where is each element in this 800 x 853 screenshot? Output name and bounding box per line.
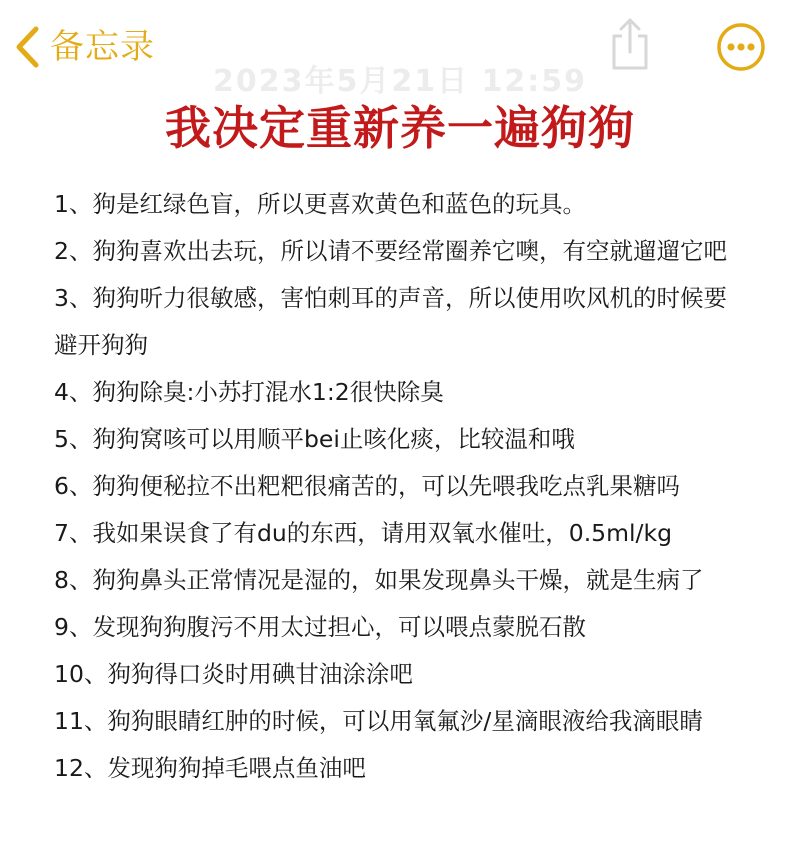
list-item: 9、发现狗狗腹污不用太过担心，可以喂点蒙脱石散: [54, 613, 586, 641]
note-timestamp: 2023年5月21日 12:59: [212, 64, 588, 99]
list-item: 12、发现狗狗掉毛喂点鱼油吧: [54, 754, 366, 782]
list-item: 2、狗狗喜欢出去玩，所以请不要经常圈养它噢，有空就遛遛它吧: [54, 237, 727, 265]
tips-list: [54, 181, 744, 792]
list-item: 4、狗狗除臭:小苏打混水1:2很快除臭: [54, 378, 444, 406]
more-button[interactable]: [716, 22, 766, 72]
list-item: 11、狗狗眼睛红肿的时候，可以用氧氟沙/星滴眼液给我滴眼睛: [54, 707, 703, 735]
list-item: 6、狗狗便秘拉不出粑粑很痛苦的，可以先喂我吃点乳果糖吗: [54, 472, 680, 500]
list-item: 3、狗狗听力很敏感，害怕刺耳的声音，所以使用吹风机的时候要避开狗狗: [54, 284, 727, 359]
share-icon: [608, 57, 652, 76]
share-button[interactable]: [608, 16, 652, 72]
list-item: 1、狗是红绿色盲，所以更喜欢黄色和蓝色的玩具。: [54, 190, 586, 218]
back-label: 备忘录: [50, 27, 155, 67]
list-item: 7、我如果误食了有du的东西，请用双氧水催吐，0.5ml/kg: [54, 519, 672, 547]
chevron-left-icon: [14, 26, 40, 68]
note-title: 我决定重新养一遍狗狗: [165, 101, 635, 155]
more-icon: [716, 57, 766, 76]
list-item: 5、狗狗窝咳可以用顺平bei止咳化痰，比较温和哦: [54, 425, 575, 453]
list-item: 8、狗狗鼻头正常情况是湿的，如果发现鼻头干燥，就是生病了: [54, 566, 704, 594]
back-button[interactable]: [14, 22, 155, 72]
list-item: 10、狗狗得口炎时用碘甘油涂涂吧: [54, 660, 413, 688]
navigation-bar: [0, 0, 800, 99]
